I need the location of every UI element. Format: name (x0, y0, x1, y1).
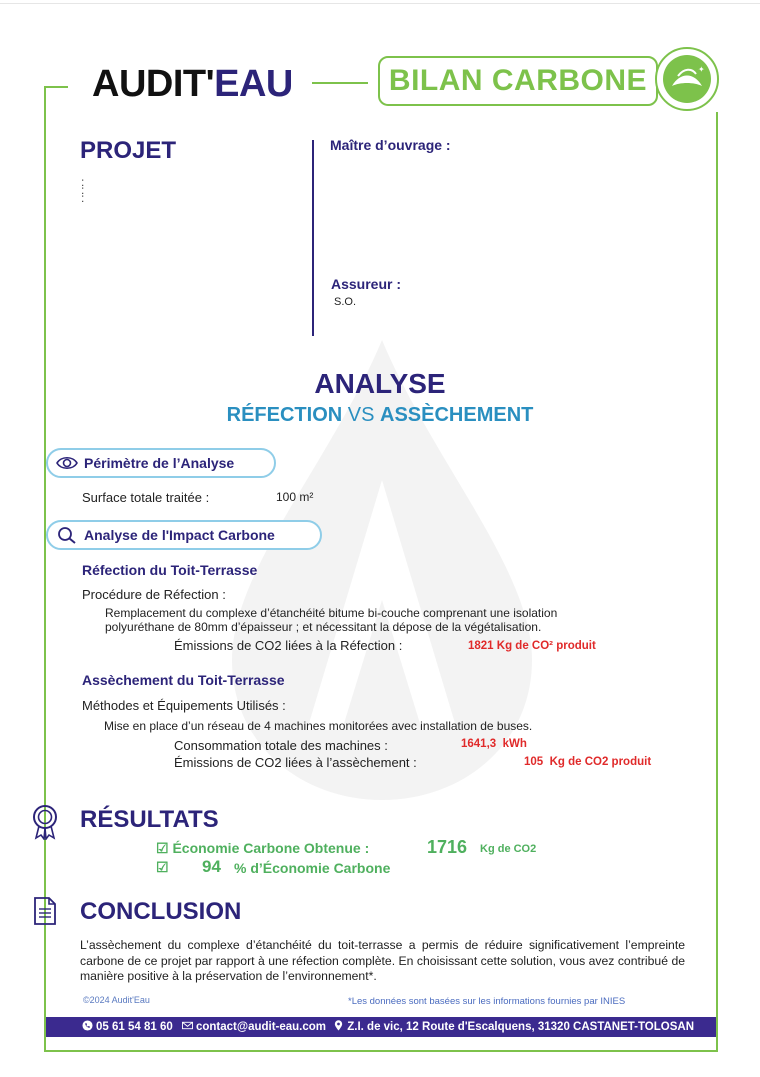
frame-bottom (44, 1050, 718, 1052)
consumption-label: Consommation totale des machines : (174, 738, 388, 753)
consumption-value: 1641,3 kWh (461, 738, 527, 750)
subtitle-vs: VS (342, 404, 380, 426)
maitre-ouvrage-label: Maître d’ouvrage : (330, 137, 451, 153)
impact-title: Analyse de l'Impact Carbone (84, 527, 275, 543)
result-percent-value: 94 (202, 857, 221, 876)
refection-procedure-label: Procédure de Réfection : (82, 587, 226, 602)
document-icon (33, 896, 57, 926)
assechement-emissions-value: 105 Kg de CO2 produit (524, 756, 652, 768)
result-saving-label: Économie Carbone Obtenue : (172, 840, 370, 856)
surface-value: 100 m² (276, 490, 314, 504)
footer-email-text: contact@audit-eau.com (195, 1021, 327, 1033)
mail-icon (182, 1020, 193, 1031)
assechement-methods-label: Méthodes et Équipements Utilisés : (82, 698, 286, 713)
impact-carbone-pill (46, 520, 322, 550)
result-carbon-saving (156, 840, 369, 857)
subtitle-assechement: ASSÈCHEMENT (380, 404, 534, 426)
projet-items-placeholder: : : : (81, 175, 85, 205)
refection-emissions-value: 1821 Kg de CO² produit (468, 640, 596, 652)
assechement-emissions-label: Émissions de CO2 liées à l’assèchement : (174, 755, 417, 770)
document-title: BILAN CARBONE (378, 56, 658, 106)
footer-address-text: Z.I. de vic, 12 Route d'Escalquens, 31320 CASTANET-TOLOSAN (347, 1021, 694, 1033)
perimetre-pill (46, 448, 276, 478)
conclusion-heading: CONCLUSION (80, 898, 242, 925)
magnifier-icon (56, 526, 78, 544)
top-divider (0, 3, 760, 4)
refection-emissions-label: Émissions de CO2 liées à la Réfection : (174, 638, 403, 653)
refection-description-line-2: polyuréthane de 80mm d’épaisseur ; et nécessitant la dépose de la végétalisation. (105, 620, 542, 634)
refection-description-line-1: Remplacement du complexe d’étanchéité bitume bi-couche comprenant une isolation (105, 606, 558, 620)
award-ribbon-icon (30, 804, 60, 840)
footer-phone-text: 05 61 54 81 60 (96, 1021, 173, 1033)
check-icon: ☑ (156, 859, 169, 875)
copyright: ©2024 Audit'Eau (83, 995, 150, 1005)
projet-vertical-divider (312, 140, 314, 336)
assechement-description: Mise en place d’un réseau de 4 machines monitorées avec installation de buses. (104, 719, 533, 733)
analyse-title: ANALYSE (314, 368, 446, 399)
logo-part-audit: AUDIT' (92, 63, 215, 105)
data-source-note: *Les données sont basées sur les informations fournies par INIES (348, 996, 626, 1007)
assureur-label: Assureur : (331, 276, 402, 292)
frame-top-connector (312, 82, 368, 84)
result-saving-value: 1716 (427, 837, 468, 857)
conclusion-text: L’assèchement du complexe d’étanchéité du toit-terrasse a permis de réduire significativement l’empreinte carbone de ce projet par rapport à une réfection complète. En choisissant cette solution, vous avez contribué de manière positive à la préservation de l’environnement*. (80, 938, 685, 983)
subtitle-refection: RÉFECTION (226, 404, 343, 426)
refection-heading: Réfection du Toit-Terrasse (82, 562, 258, 578)
assureur-value: S.O. (334, 296, 357, 308)
phone-icon (82, 1020, 93, 1031)
result-percent-line (156, 859, 169, 876)
check-icon: ☑ (156, 840, 169, 856)
result-saving-unit: Kg de CO2 (480, 843, 537, 855)
contact-footer-bar (46, 1017, 716, 1037)
assechement-heading: Assèchement du Toit-Terrasse (82, 672, 285, 688)
footer-email[interactable] (182, 1017, 326, 1037)
projet-heading: PROJET (80, 137, 177, 164)
logo-part-eau: EAU (214, 63, 293, 105)
perimetre-title: Périmètre de l’Analyse (84, 455, 235, 471)
eco-responsable-seal-icon (654, 46, 720, 112)
audit-eau-logo (92, 60, 293, 108)
location-pin-icon (333, 1020, 344, 1031)
svg-text:✦: ✦ (698, 65, 705, 74)
eye-icon (56, 454, 78, 472)
resultats-heading: RÉSULTATS (80, 806, 219, 833)
result-percent-label: % d’Économie Carbone (234, 860, 391, 876)
analyse-subtitle (0, 404, 760, 427)
surface-label: Surface totale traitée : (82, 490, 210, 505)
footer-address (333, 1017, 694, 1037)
frame-right (716, 112, 718, 1052)
footer-phone[interactable] (46, 1017, 173, 1037)
frame-left-hook (44, 86, 68, 88)
